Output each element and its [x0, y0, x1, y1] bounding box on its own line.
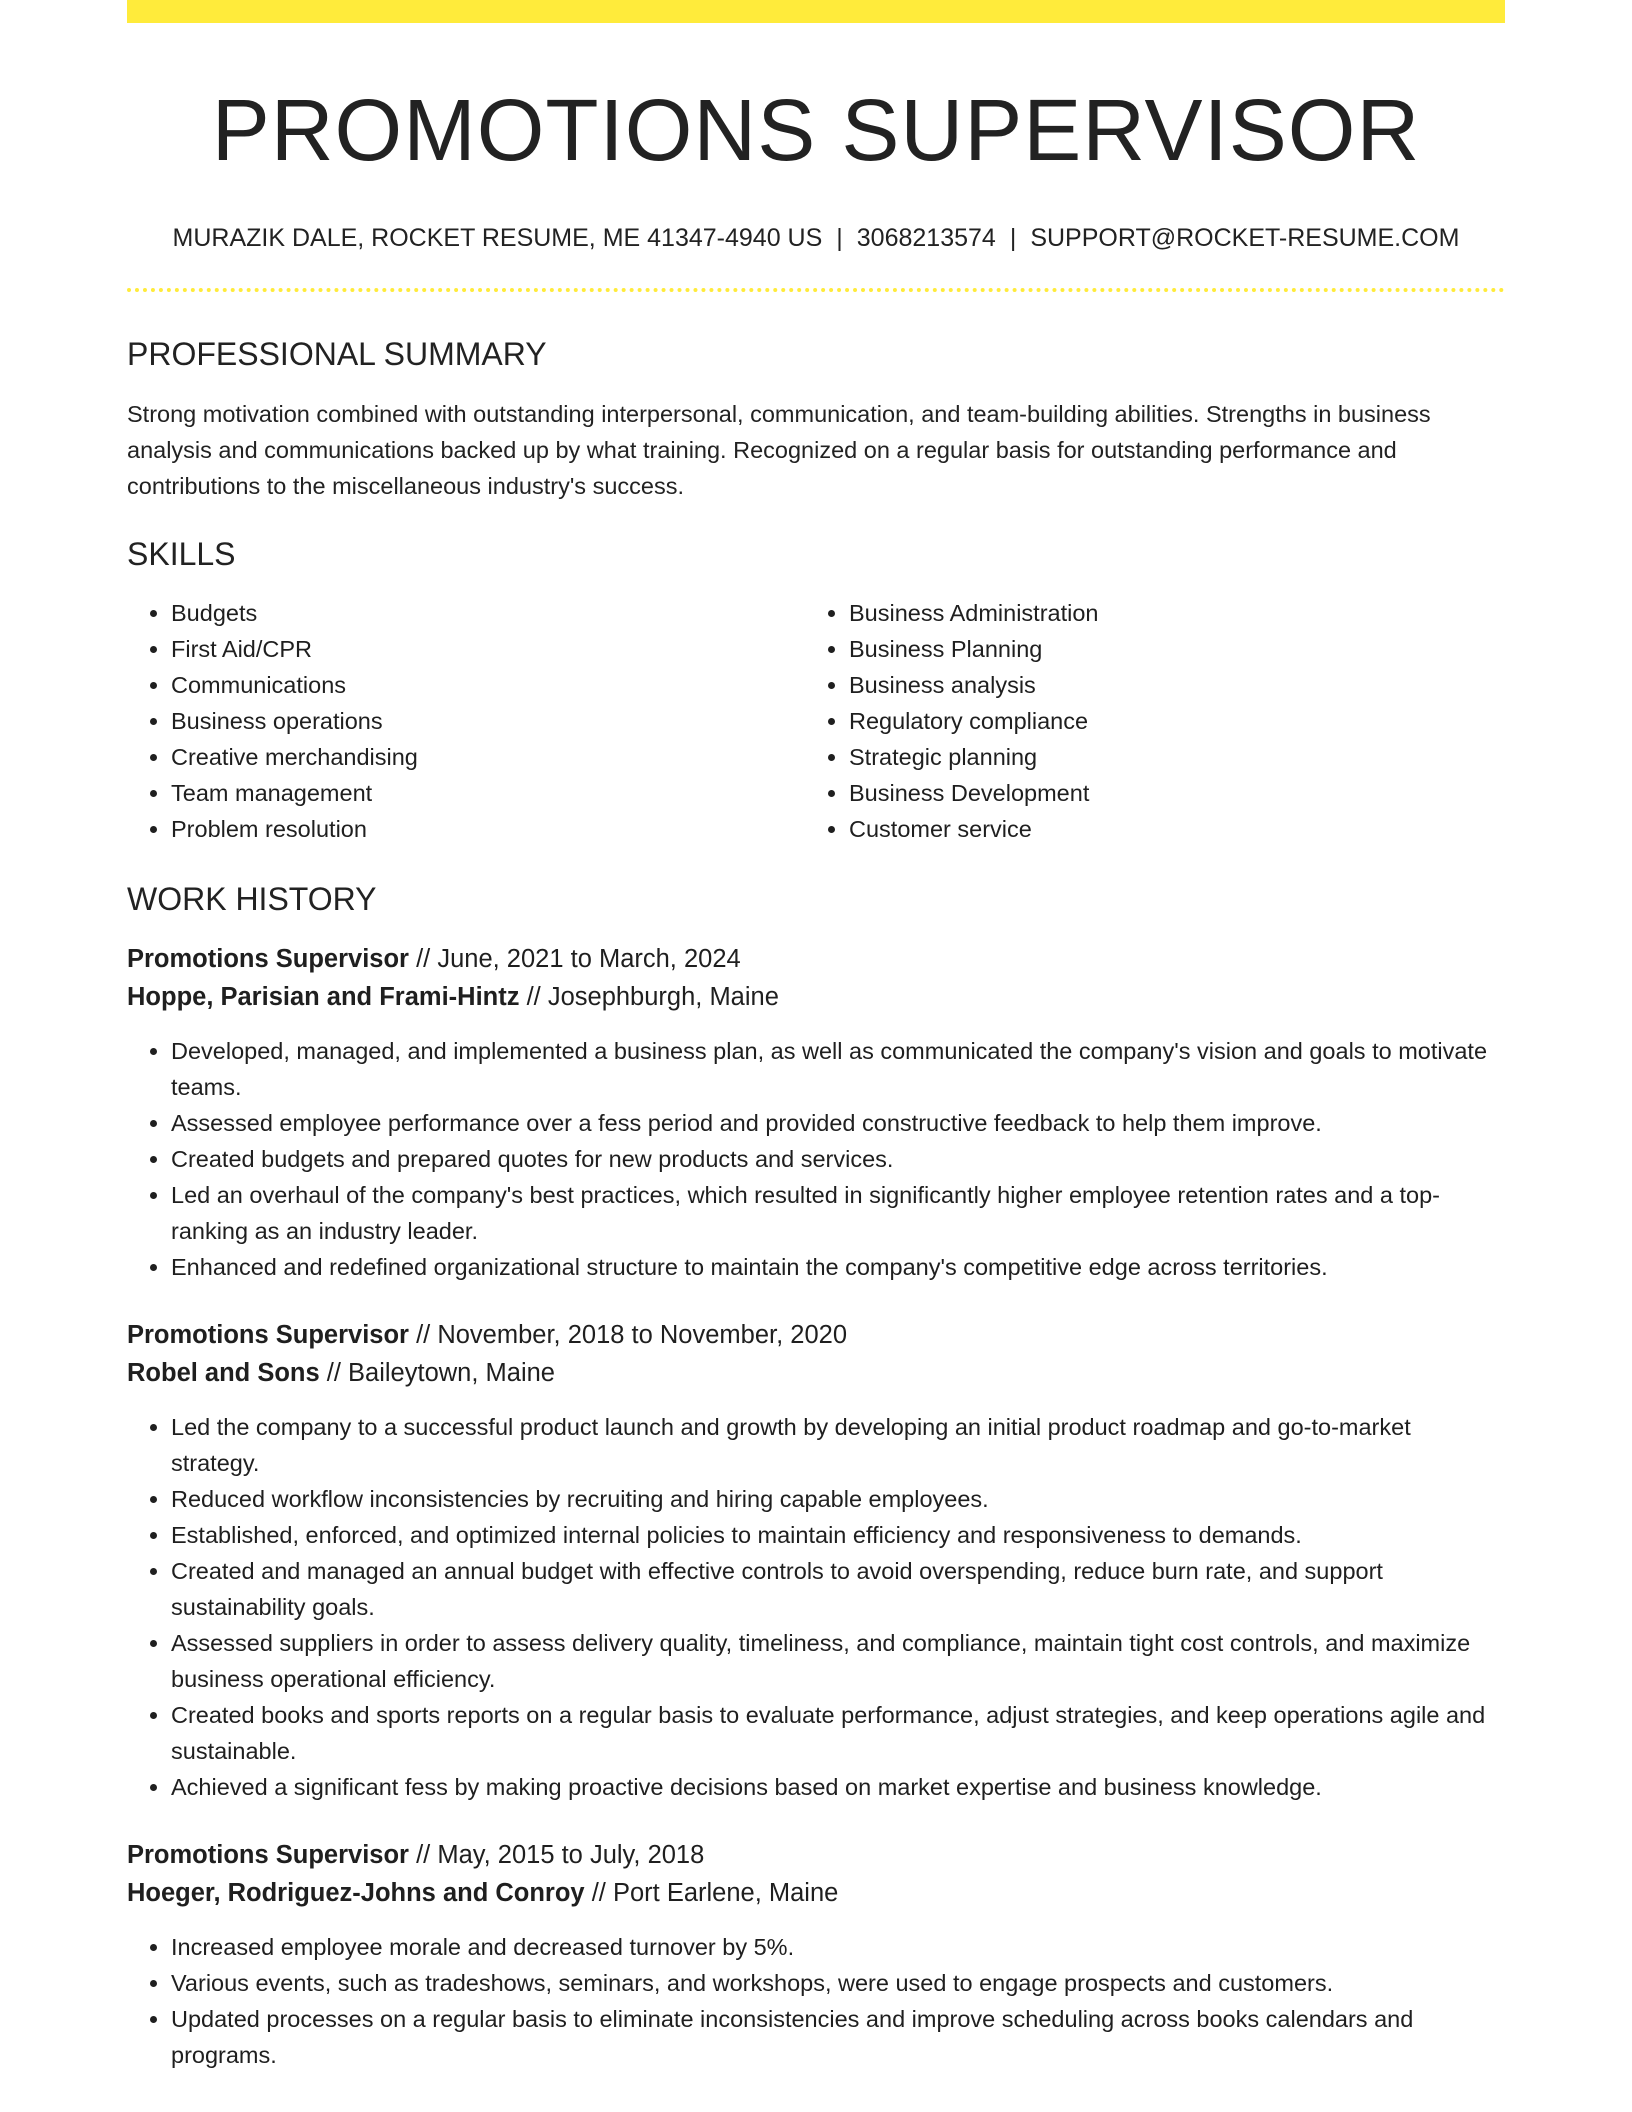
skill-item: • Regulatory compliance [849, 703, 1483, 739]
job-bullet-list [127, 1409, 1505, 1805]
contact-separator: | [1009, 224, 1017, 252]
dotted-divider [127, 288, 1505, 292]
job-bullet: • Updated processes on a regular basis to eliminate inconsistencies and improve scheduling across books calendars and programs. [171, 2001, 1505, 2073]
job-bullet: • Achieved a significant fess by making proactive decisions based on market expertise and business knowledge. [171, 1769, 1505, 1805]
summary-text: Strong motivation combined with outstanding interpersonal, communication, and team-building abilities. Strengths in business analysis and communications backed up by what training. Recognized on a regular basis for outstanding performance and contributions to the miscellaneous industry's success. [127, 401, 1431, 499]
job-bullet: • Enhanced and redefined organizational structure to maintain the company's competitive edge across territories. [171, 1249, 1505, 1285]
job-dates: June, 2021 to March, 2024 [437, 945, 741, 973]
contact-address: MURAZIK DALE, ROCKET RESUME, ME 41347-4940 US [172, 224, 823, 252]
accent-bar [127, 0, 1505, 23]
job-bullet: • Created and managed an annual budget with effective controls to avoid overspending, reduce burn rate, and support sustainability goals. [171, 1553, 1505, 1625]
job-bullet: • Reduced workflow inconsistencies by recruiting and hiring capable employees. [171, 1481, 1505, 1517]
skill-item: • Team management [171, 775, 805, 811]
field-separator: // [408, 1321, 438, 1349]
summary-heading: PROFESSIONAL SUMMARY [127, 336, 547, 372]
job-location: Port Earlene, Maine [612, 1879, 839, 1907]
job-bullet: • Increased employee morale and decreased turnover by 5%. [171, 1929, 1505, 1965]
job-title: Promotions Supervisor [127, 1321, 409, 1349]
resume-name: PROMOTIONS SUPERVISOR [211, 82, 1421, 179]
job-bullet: • Assessed suppliers in order to assess delivery quality, timeliness, and compliance, maintain tight cost controls, and maximize business operational efficiency. [171, 1625, 1505, 1697]
job-bullet: • Created budgets and prepared quotes for new products and services. [171, 1141, 1505, 1177]
job-dates: May, 2015 to July, 2018 [437, 1841, 705, 1869]
skill-item: • Problem resolution [171, 811, 805, 847]
resume-page [127, 0, 1505, 2073]
job-entry [127, 1316, 1505, 1805]
job-location: Josephburgh, Maine [547, 983, 779, 1011]
job-company: Hoeger, Rodriguez-Johns and Conroy [127, 1879, 585, 1907]
job-title: Promotions Supervisor [127, 1841, 409, 1869]
skill-item: • Business Development [849, 775, 1483, 811]
job-bullet: • Led an overhaul of the company's best practices, which resulted in significantly higher employee retention rates and a top-ranking as an industry leader. [171, 1177, 1505, 1249]
skill-item: • Budgets [171, 595, 805, 631]
skill-item: • Business operations [171, 703, 805, 739]
job-bullet-list [127, 1929, 1505, 2073]
job-company-line [127, 978, 1505, 1016]
skill-item: • Business analysis [849, 667, 1483, 703]
skills-heading: SKILLS [127, 536, 236, 572]
job-location: Baileytown, Maine [348, 1359, 555, 1387]
job-bullet: • Established, enforced, and optimized internal policies to maintain efficiency and responsiveness to demands. [171, 1517, 1505, 1553]
job-title-line [127, 1836, 1505, 1874]
job-entry [127, 940, 1505, 1285]
field-separator: // [408, 945, 438, 973]
field-separator: // [319, 1359, 349, 1387]
job-bullet: • Assessed employee performance over a fess period and provided constructive feedback to help them improve. [171, 1105, 1505, 1141]
job-bullet: • Created books and sports reports on a regular basis to evaluate performance, adjust strategies, and keep operations agile and sustainable. [171, 1697, 1505, 1769]
field-separator: // [519, 983, 548, 1011]
job-title-line [127, 940, 1505, 978]
job-bullet: • Led the company to a successful product launch and growth by developing an initial product roadmap and go-to-market strategy. [171, 1409, 1505, 1481]
skills-list-right [805, 595, 1483, 847]
skill-item: • Customer service [849, 811, 1483, 847]
work-history-heading: WORK HISTORY [127, 881, 377, 917]
contact-phone: 3068213574 [856, 224, 996, 252]
skill-item: • Communications [171, 667, 805, 703]
job-dates: November, 2018 to November, 2020 [437, 1321, 847, 1349]
skill-item: • Creative merchandising [171, 739, 805, 775]
job-title: Promotions Supervisor [127, 945, 409, 973]
skill-item: • Strategic planning [849, 739, 1483, 775]
job-company-line [127, 1874, 1505, 1912]
job-bullet: • Developed, managed, and implemented a business plan, as well as communicated the company's vision and goals to motivate teams. [171, 1033, 1505, 1105]
contact-separator: | [836, 224, 843, 252]
skill-item: • Business Planning [849, 631, 1483, 667]
skill-item: • First Aid/CPR [171, 631, 805, 667]
job-entry [127, 1836, 1505, 2073]
skills-columns [127, 595, 1505, 847]
contact-line [127, 223, 1505, 253]
field-separator: // [584, 1879, 613, 1907]
job-company-line [127, 1354, 1505, 1392]
job-bullet-list [127, 1033, 1505, 1285]
job-company: Robel and Sons [127, 1359, 320, 1387]
job-bullet: • Various events, such as tradeshows, seminars, and workshops, were used to engage prospects and customers. [171, 1965, 1505, 2001]
skills-list-left [127, 595, 805, 847]
job-company: Hoppe, Parisian and Frami-Hintz [127, 983, 520, 1011]
field-separator: // [408, 1841, 438, 1869]
job-title-line [127, 1316, 1505, 1354]
contact-email: SUPPORT@ROCKET-RESUME.COM [1030, 224, 1460, 252]
skill-item: • Business Administration [849, 595, 1483, 631]
